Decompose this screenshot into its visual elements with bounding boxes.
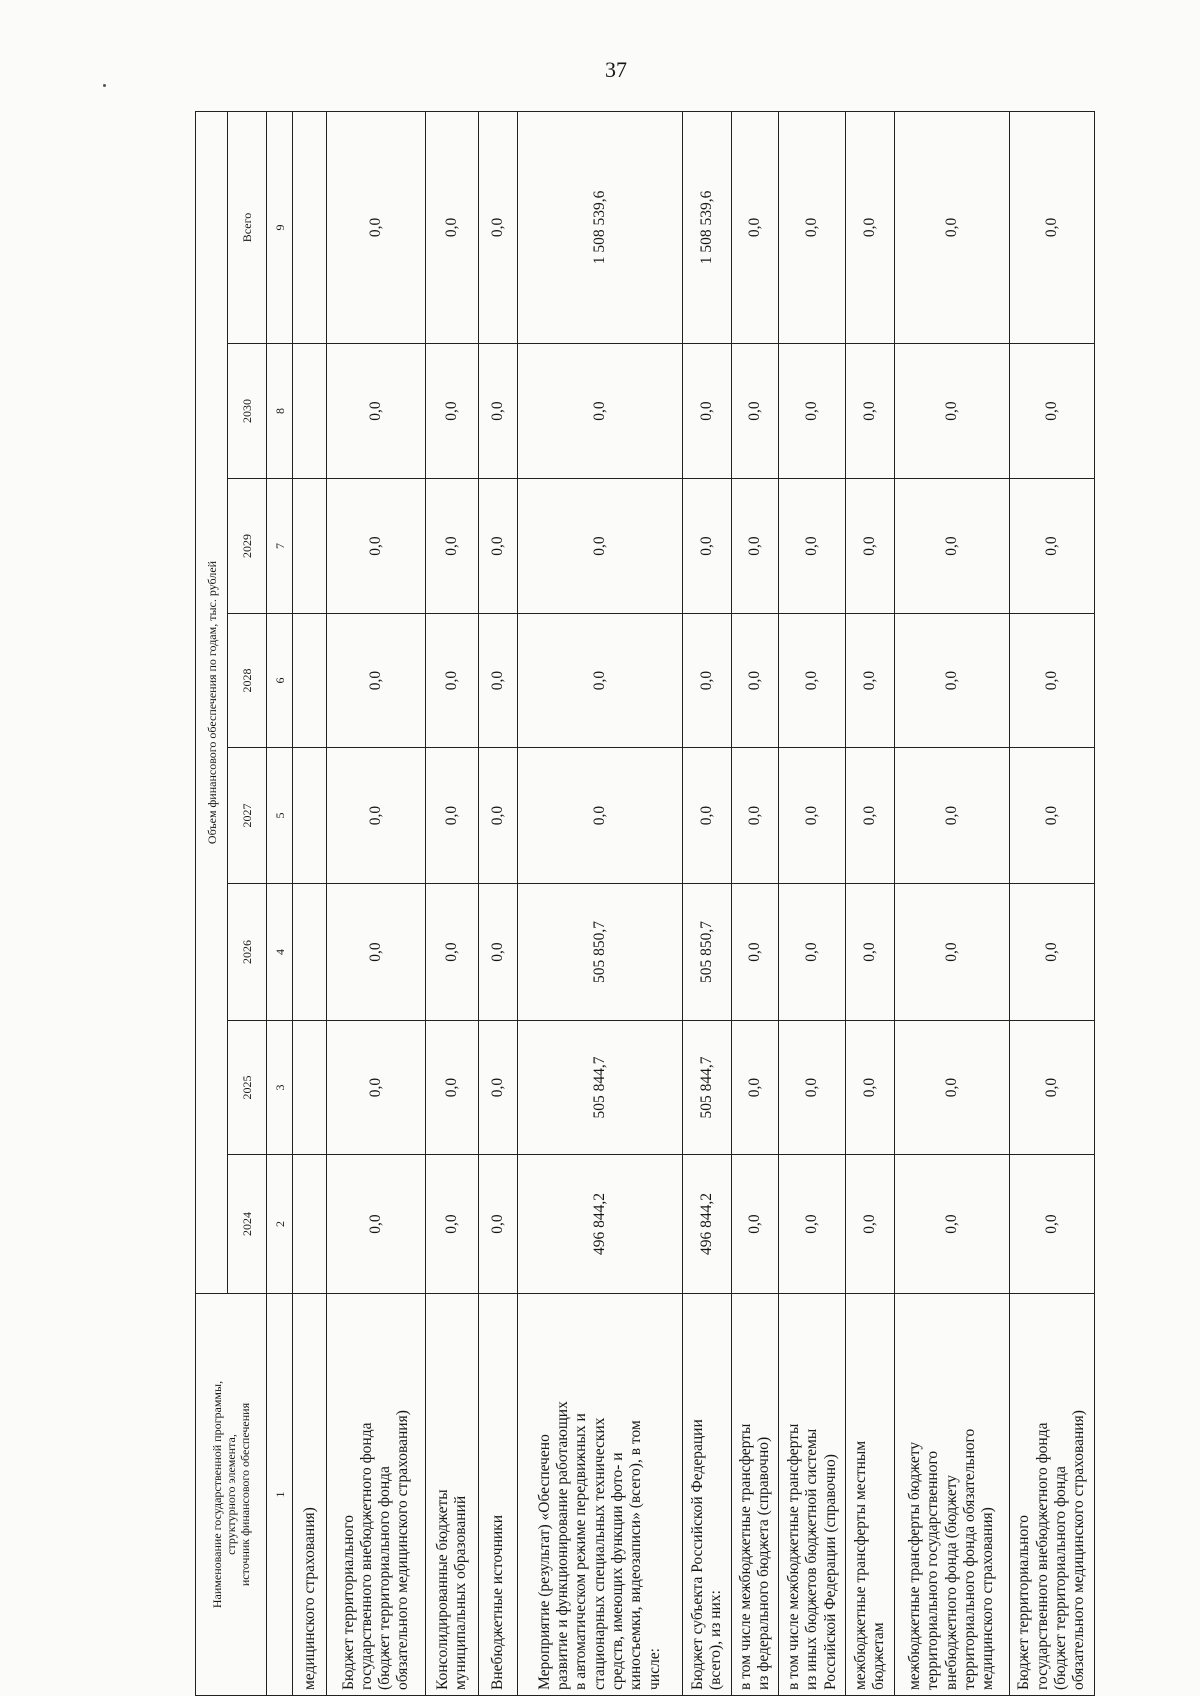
column-number: 1 bbox=[267, 1294, 293, 1696]
row-name-cell bbox=[517, 1294, 682, 1696]
row-name-line: Консолидированные бюджеты bbox=[433, 1489, 451, 1690]
value-cell: 505 844,7 bbox=[683, 1021, 732, 1155]
value-cell: 505 850,7 bbox=[683, 884, 732, 1021]
value-cell: 0,0 bbox=[846, 479, 895, 614]
value-cell: 0,0 bbox=[846, 1155, 895, 1294]
row-name-cell bbox=[426, 1294, 479, 1696]
value-cell: 0,0 bbox=[1009, 479, 1094, 614]
year-header: 2026 bbox=[228, 884, 267, 1021]
row-name-line: государственного внебюджетного фонда bbox=[357, 1422, 375, 1690]
table-row bbox=[683, 111, 732, 1695]
value-cell bbox=[293, 748, 326, 884]
value-cell: 0,0 bbox=[1009, 884, 1094, 1021]
value-cell bbox=[293, 1155, 326, 1294]
value-cell: 0,0 bbox=[426, 479, 479, 614]
table-row bbox=[779, 111, 846, 1695]
value-cell: 0,0 bbox=[779, 748, 846, 884]
financing-table bbox=[195, 111, 1095, 1696]
row-name-line: Бюджет территориального bbox=[339, 1514, 357, 1690]
total-value-cell: 0,0 bbox=[895, 111, 1010, 343]
value-cell: 0,0 bbox=[479, 884, 518, 1021]
value-cell: 0,0 bbox=[731, 1155, 779, 1294]
rotated-table-wrapper bbox=[195, 112, 1095, 1696]
value-cell: 0,0 bbox=[426, 884, 479, 1021]
value-cell: 0,0 bbox=[326, 614, 425, 748]
row-name-line: развитие и функционирование работающих bbox=[554, 1401, 572, 1690]
total-header: Всего bbox=[228, 111, 267, 343]
value-cell: 0,0 bbox=[731, 479, 779, 614]
year-header: 2025 bbox=[228, 1021, 267, 1155]
value-cell: 496 844,2 bbox=[517, 1155, 682, 1294]
row-name-line: внебюджетного фонда (бюджету bbox=[942, 1474, 960, 1690]
column-number: 6 bbox=[267, 614, 293, 748]
row-name-line: межбюджетные трансферты бюджету bbox=[906, 1441, 924, 1690]
table-row bbox=[293, 111, 326, 1695]
year-header: 2027 bbox=[228, 748, 267, 884]
total-value-cell: 0,0 bbox=[731, 111, 779, 343]
value-cell: 0,0 bbox=[779, 614, 846, 748]
value-cell: 0,0 bbox=[895, 1021, 1010, 1155]
value-cell: 0,0 bbox=[895, 1155, 1010, 1294]
value-cell: 0,0 bbox=[683, 748, 732, 884]
value-cell: 0,0 bbox=[426, 344, 479, 479]
value-cell: 0,0 bbox=[517, 479, 682, 614]
row-name-line: медицинского страхования) bbox=[300, 1507, 318, 1690]
row-name-cell bbox=[1009, 1294, 1094, 1696]
header-name-line: структурного элемента, bbox=[223, 1434, 238, 1555]
value-cell: 0,0 bbox=[1009, 344, 1094, 479]
value-cell: 0,0 bbox=[779, 1155, 846, 1294]
value-cell: 0,0 bbox=[779, 884, 846, 1021]
value-cell: 0,0 bbox=[731, 884, 779, 1021]
column-number: 5 bbox=[267, 748, 293, 884]
total-value-cell: 1 508 539,6 bbox=[517, 111, 682, 343]
row-name-line: (всего), из них: bbox=[706, 1590, 724, 1690]
total-value-cell: 0,0 bbox=[479, 111, 518, 343]
value-cell: 0,0 bbox=[846, 884, 895, 1021]
row-name-line: из федерального бюджета (справочно) bbox=[755, 1436, 773, 1690]
row-name-cell bbox=[731, 1294, 779, 1696]
value-cell: 0,0 bbox=[426, 1021, 479, 1155]
year-header: 2029 bbox=[228, 479, 267, 614]
value-cell: 0,0 bbox=[846, 1021, 895, 1155]
value-cell: 0,0 bbox=[1009, 614, 1094, 748]
value-cell: 0,0 bbox=[1009, 748, 1094, 884]
row-name-line: в автоматическом режиме передвижных и bbox=[572, 1413, 590, 1690]
table-body bbox=[293, 111, 1095, 1695]
row-name-line: из иных бюджетов бюджетной системы bbox=[803, 1428, 821, 1690]
value-cell: 0,0 bbox=[731, 344, 779, 479]
value-cell: 0,0 bbox=[846, 614, 895, 748]
value-cell bbox=[293, 344, 326, 479]
row-name-line: бюджетам bbox=[870, 1622, 888, 1690]
table-row bbox=[1009, 111, 1094, 1695]
row-name-line: стационарных специальных технических bbox=[590, 1417, 608, 1690]
value-cell: 0,0 bbox=[895, 884, 1010, 1021]
column-number: 7 bbox=[267, 479, 293, 614]
header-name-line: источник финансового обеспечения bbox=[238, 1402, 253, 1587]
total-value-cell bbox=[293, 111, 326, 343]
year-header: 2028 bbox=[228, 614, 267, 748]
year-header: 2024 bbox=[228, 1155, 267, 1294]
value-cell: 0,0 bbox=[731, 1021, 779, 1155]
value-cell: 0,0 bbox=[895, 344, 1010, 479]
row-name-line: (бюджет территориального фонда bbox=[376, 1466, 394, 1690]
value-cell: 0,0 bbox=[683, 479, 732, 614]
row-name-line: (бюджет территориального фонда bbox=[1051, 1466, 1069, 1690]
value-cell: 0,0 bbox=[479, 1155, 518, 1294]
row-name-line: обязательного медицинского страхования) bbox=[1070, 1410, 1088, 1690]
total-value-cell: 1 508 539,6 bbox=[683, 111, 732, 343]
row-name-line: в том числе межбюджетные трансферты bbox=[736, 1423, 754, 1690]
value-cell: 0,0 bbox=[779, 344, 846, 479]
row-name-line: государственного внебюджетного фонда bbox=[1033, 1422, 1051, 1690]
row-name-line: территориального государственного bbox=[924, 1450, 942, 1690]
value-cell: 0,0 bbox=[895, 748, 1010, 884]
value-cell: 0,0 bbox=[479, 748, 518, 884]
value-cell: 0,0 bbox=[426, 614, 479, 748]
row-name-line: обязательного медицинского страхования) bbox=[394, 1410, 412, 1690]
row-name-line: киносъемки, видеозаписи» (всего), в том bbox=[627, 1420, 645, 1690]
row-name-line: средств, имеющих функции фото- и bbox=[608, 1452, 626, 1690]
row-name-cell bbox=[479, 1294, 518, 1696]
value-cell bbox=[293, 884, 326, 1021]
row-name-line: территориального фонда обязательного bbox=[961, 1428, 979, 1690]
table-row bbox=[895, 111, 1010, 1695]
value-cell: 0,0 bbox=[779, 1021, 846, 1155]
value-cell: 0,0 bbox=[426, 748, 479, 884]
table-row bbox=[731, 111, 779, 1695]
value-cell: 0,0 bbox=[683, 614, 732, 748]
value-cell: 0,0 bbox=[779, 479, 846, 614]
row-name-line: Бюджет субъекта Российской Федерации bbox=[688, 1419, 706, 1690]
value-cell: 0,0 bbox=[731, 748, 779, 884]
total-value-cell: 0,0 bbox=[1009, 111, 1094, 343]
value-cell bbox=[293, 614, 326, 748]
value-cell: 0,0 bbox=[326, 884, 425, 1021]
table-row bbox=[326, 111, 425, 1695]
column-number: 3 bbox=[267, 1021, 293, 1155]
total-value-cell: 0,0 bbox=[846, 111, 895, 343]
row-name-cell bbox=[683, 1294, 732, 1696]
row-name-line: в том числе межбюджетные трансферты bbox=[784, 1423, 802, 1690]
table-row bbox=[426, 111, 479, 1695]
total-value-cell: 0,0 bbox=[779, 111, 846, 343]
value-cell: 0,0 bbox=[326, 1155, 425, 1294]
value-cell: 0,0 bbox=[895, 479, 1010, 614]
table-row bbox=[517, 111, 682, 1695]
year-header: 2030 bbox=[228, 344, 267, 479]
value-cell: 0,0 bbox=[517, 344, 682, 479]
value-cell: 0,0 bbox=[517, 748, 682, 884]
row-name-line: Российской Федерации (справочно) bbox=[821, 1454, 839, 1690]
column-number: 9 bbox=[267, 111, 293, 343]
value-cell: 0,0 bbox=[326, 1021, 425, 1155]
row-name-cell bbox=[846, 1294, 895, 1696]
row-name-line: межбюджетные трансферты местным bbox=[851, 1440, 869, 1690]
row-name-line: Бюджет территориального bbox=[1015, 1514, 1033, 1690]
value-cell: 0,0 bbox=[426, 1155, 479, 1294]
value-cell bbox=[293, 1021, 326, 1155]
header-name-line: Наименование государственной программы, bbox=[209, 1380, 224, 1609]
row-name-cell bbox=[293, 1294, 326, 1696]
row-name-line: Мероприятие (результат) «Обеспечено bbox=[535, 1434, 553, 1690]
row-name-line: муниципальных образований bbox=[452, 1495, 470, 1690]
value-cell: 0,0 bbox=[846, 344, 895, 479]
row-name-line: числе: bbox=[645, 1648, 663, 1690]
value-cell: 0,0 bbox=[683, 344, 732, 479]
table-row bbox=[846, 111, 895, 1695]
column-number-row bbox=[267, 111, 293, 1695]
value-cell: 0,0 bbox=[731, 614, 779, 748]
value-cell bbox=[293, 479, 326, 614]
header-row-top bbox=[196, 111, 228, 1695]
header-name-cell bbox=[196, 1294, 267, 1696]
total-value-cell: 0,0 bbox=[326, 111, 425, 343]
column-number: 2 bbox=[267, 1155, 293, 1294]
value-cell: 0,0 bbox=[479, 614, 518, 748]
row-name-line: медицинского страхования) bbox=[979, 1507, 997, 1690]
value-cell: 0,0 bbox=[479, 344, 518, 479]
volume-title: Объем финансового обеспечения по годам, тыс. рублей bbox=[196, 111, 228, 1293]
value-cell: 0,0 bbox=[326, 344, 425, 479]
row-name-cell bbox=[895, 1294, 1010, 1696]
table-row bbox=[479, 111, 518, 1695]
value-cell: 0,0 bbox=[1009, 1021, 1094, 1155]
row-name-line: Внебюджетные источники bbox=[488, 1514, 506, 1690]
value-cell: 0,0 bbox=[895, 614, 1010, 748]
value-cell: 0,0 bbox=[479, 479, 518, 614]
value-cell: 0,0 bbox=[479, 1021, 518, 1155]
row-name-cell bbox=[779, 1294, 846, 1696]
value-cell: 505 850,7 bbox=[517, 884, 682, 1021]
page-number: 37 bbox=[605, 57, 627, 82]
value-cell: 496 844,2 bbox=[683, 1155, 732, 1294]
value-cell: 505 844,7 bbox=[517, 1021, 682, 1155]
value-cell: 0,0 bbox=[1009, 1155, 1094, 1294]
total-value-cell: 0,0 bbox=[426, 111, 479, 343]
value-cell: 0,0 bbox=[326, 479, 425, 614]
column-number: 4 bbox=[267, 884, 293, 1021]
value-cell: 0,0 bbox=[517, 614, 682, 748]
column-number: 8 bbox=[267, 344, 293, 479]
row-name-cell bbox=[326, 1294, 425, 1696]
value-cell: 0,0 bbox=[846, 748, 895, 884]
value-cell: 0,0 bbox=[326, 748, 425, 884]
